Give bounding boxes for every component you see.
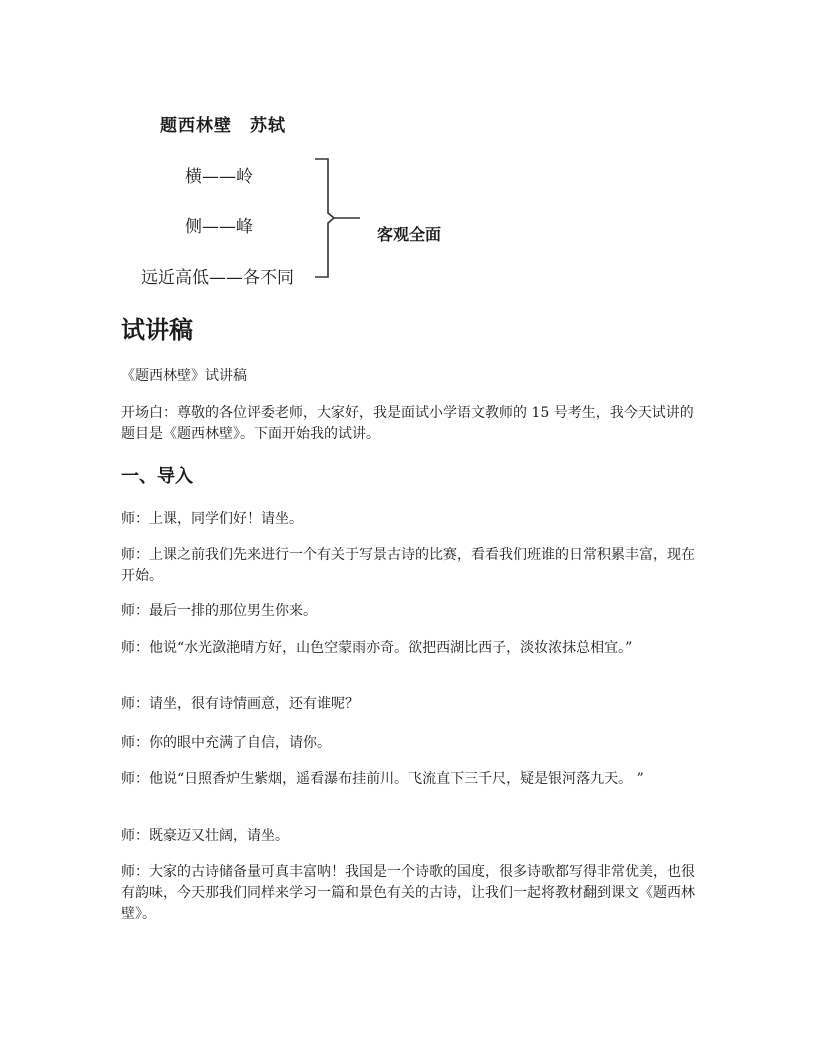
- dialogue-line: 师：最后一排的那位男生你来。: [121, 603, 317, 619]
- diagram-title: 题西林壁 苏轼: [160, 116, 286, 136]
- dialogue-line: 师：既豪迈又壮阔，请坐。: [121, 828, 289, 844]
- diagram-row-ce: 侧——峰: [185, 217, 253, 237]
- dialogue-line: 师：他说“水光潋滟晴方好，山色空蒙雨亦奇。欲把西湖比西子，淡妆浓抹总相宜。”: [121, 640, 633, 656]
- diagram-row-yuanjin: 远近高低——各不同: [141, 268, 294, 288]
- dialogue-line: 师：你的眼中充满了自信，请你。: [121, 735, 331, 751]
- dialogue-line: 师：上课之前我们先来进行一个有关于写景古诗的比赛，看看我们班谁的日常积累丰富，现在开始。: [121, 547, 695, 584]
- diagram-result: 客观全面: [377, 225, 442, 244]
- section-heading-intro: 一、导入: [121, 466, 193, 487]
- dialogue-line: 师：请坐，很有诗情画意，还有谁呢？: [121, 696, 359, 712]
- dialogue-line: 师：上课，同学们好！请坐。: [121, 511, 303, 527]
- poem-structure-diagram: [130, 100, 470, 290]
- diagram-row-heng: 横——岭: [185, 167, 253, 187]
- page-title: 试讲稿: [121, 316, 193, 344]
- opening-paragraph: 开场白：尊敬的各位评委老师，大家好，我是面试小学语文教师的 15 号考生，我今天试讲的题目是《题西林壁》。下面开始我的试讲。: [121, 405, 694, 442]
- doc-subtitle: 《题西林壁》试讲稿: [121, 368, 247, 384]
- dialogue-line: 师：他说“日照香炉生紫烟，遥看瀑布挂前川。飞流直下三千尺，疑是银河落九天。 ”: [121, 771, 644, 787]
- dialogue-line: 师：大家的古诗储备量可真丰富呐！我国是一个诗歌的国度，很多诗歌都写得非常优美，也很有韵味，今天那我们同样来学习一篇和景色有关的古诗，让我们一起将教材翻到课文《题西林壁》。: [121, 864, 695, 922]
